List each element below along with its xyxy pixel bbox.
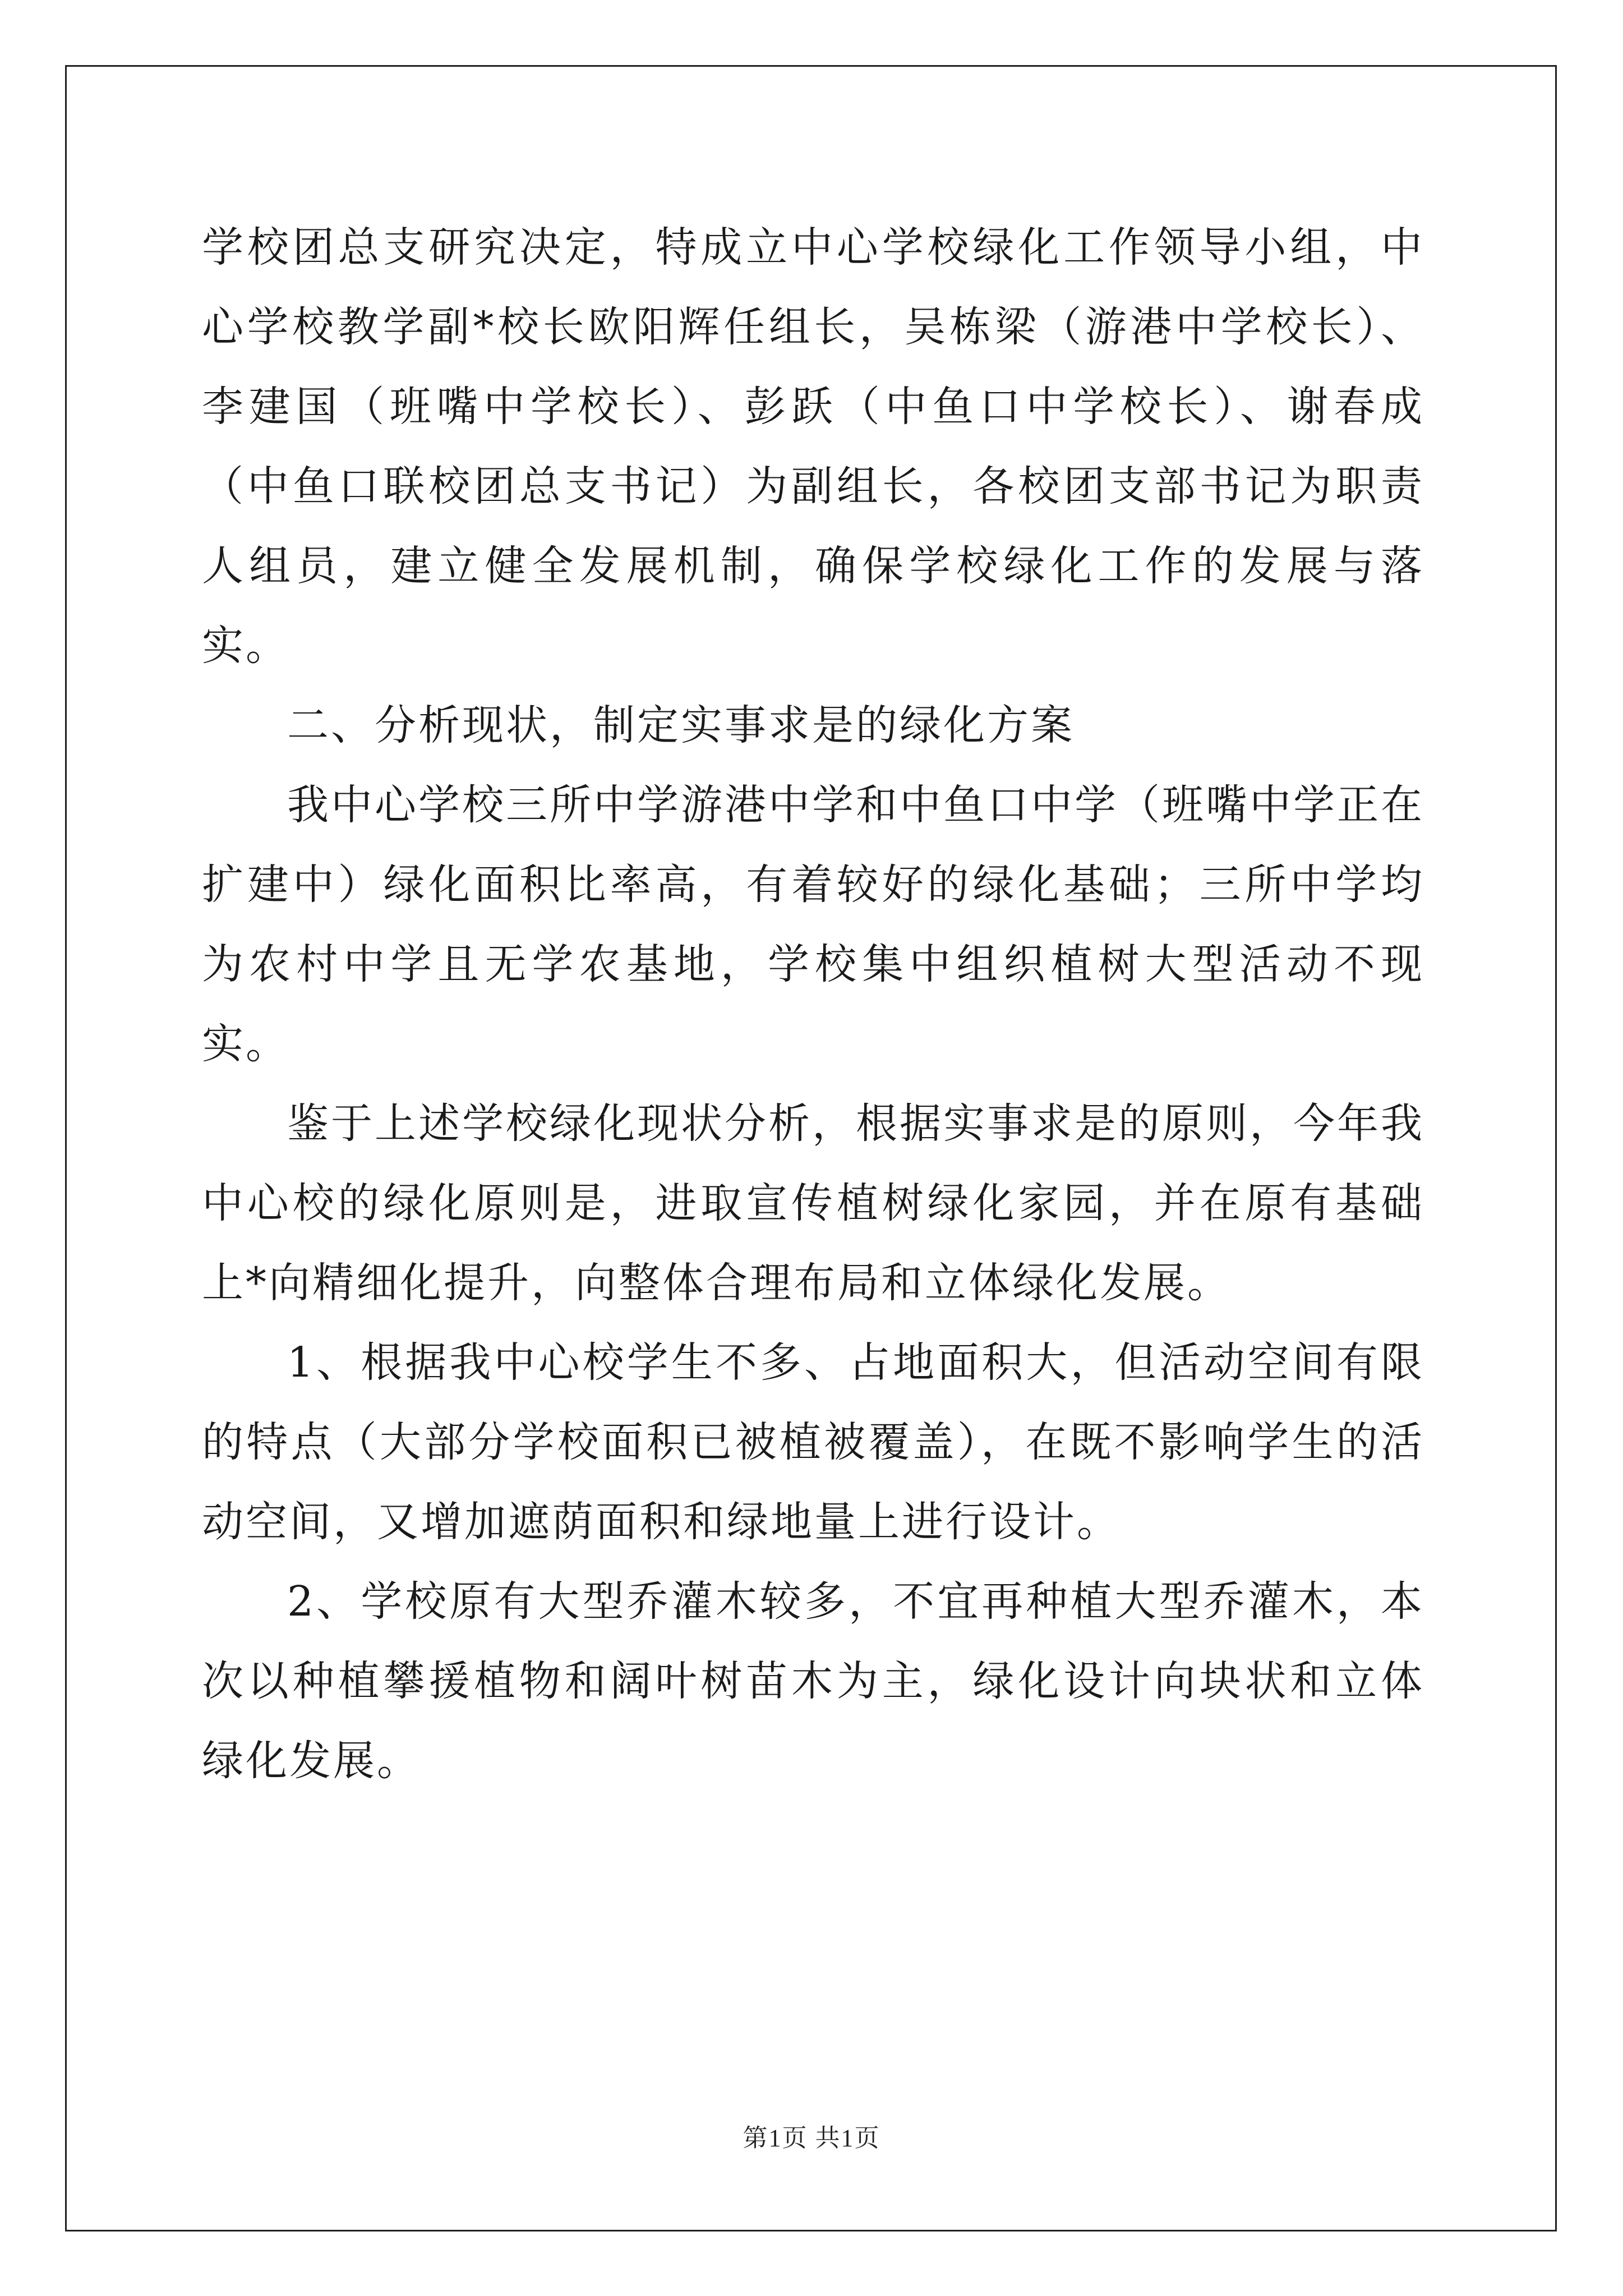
paragraph: 我中心学校三所中学游港中学和中鱼口中学（班嘴中学正在扩建中）绿化面积比率高，有着较好的绿化基础；三所中学均为农村中学且无学农基地，学校集中组织植树大型活动不现实。 [202,781,1424,1068]
section-heading: 二、分析现状，制定实事求是的绿化方案 [287,701,1075,749]
list-item: 1、根据我中心校学生不多、占地面积大，但活动空间有限的特点（大部分学校面积已被植被覆盖），在既不影响学生的活动空间，又增加遮荫面积和绿地量上进行设计。 [202,1338,1424,1546]
paragraph: 鉴于上述学校绿化现状分析，根据实事求是的原则，今年我中心校的绿化原则是，进取宣传植树绿化家园，并在原有基础上*向精细化提升，向整体合理布局和立体绿化发展。 [202,1099,1424,1307]
paragraph: 学校团总支研究决定，特成立中心学校绿化工作领导小组，中心学校教学副*校长欧阳辉任组长，吴栋梁（游港中学校长）、李建国（班嘴中学校长）、彭跃（中鱼口中学校长）、谢春成（中鱼口联校团总支书记）为副组长，各校团支部书记为职责人组员，建立健全发展机制，确保学校绿化工作的发展与落实。 [202,223,1424,670]
page-footer: 第1页 共1页 [743,2124,880,2152]
document-body [202,208,1424,1801]
list-item: 2、学校原有大型乔灌木较多，不宜再种植大型乔灌木，本次以种植攀援植物和阔叶树苗木为主，绿化设计向块状和立体绿化发展。 [202,1577,1424,1785]
